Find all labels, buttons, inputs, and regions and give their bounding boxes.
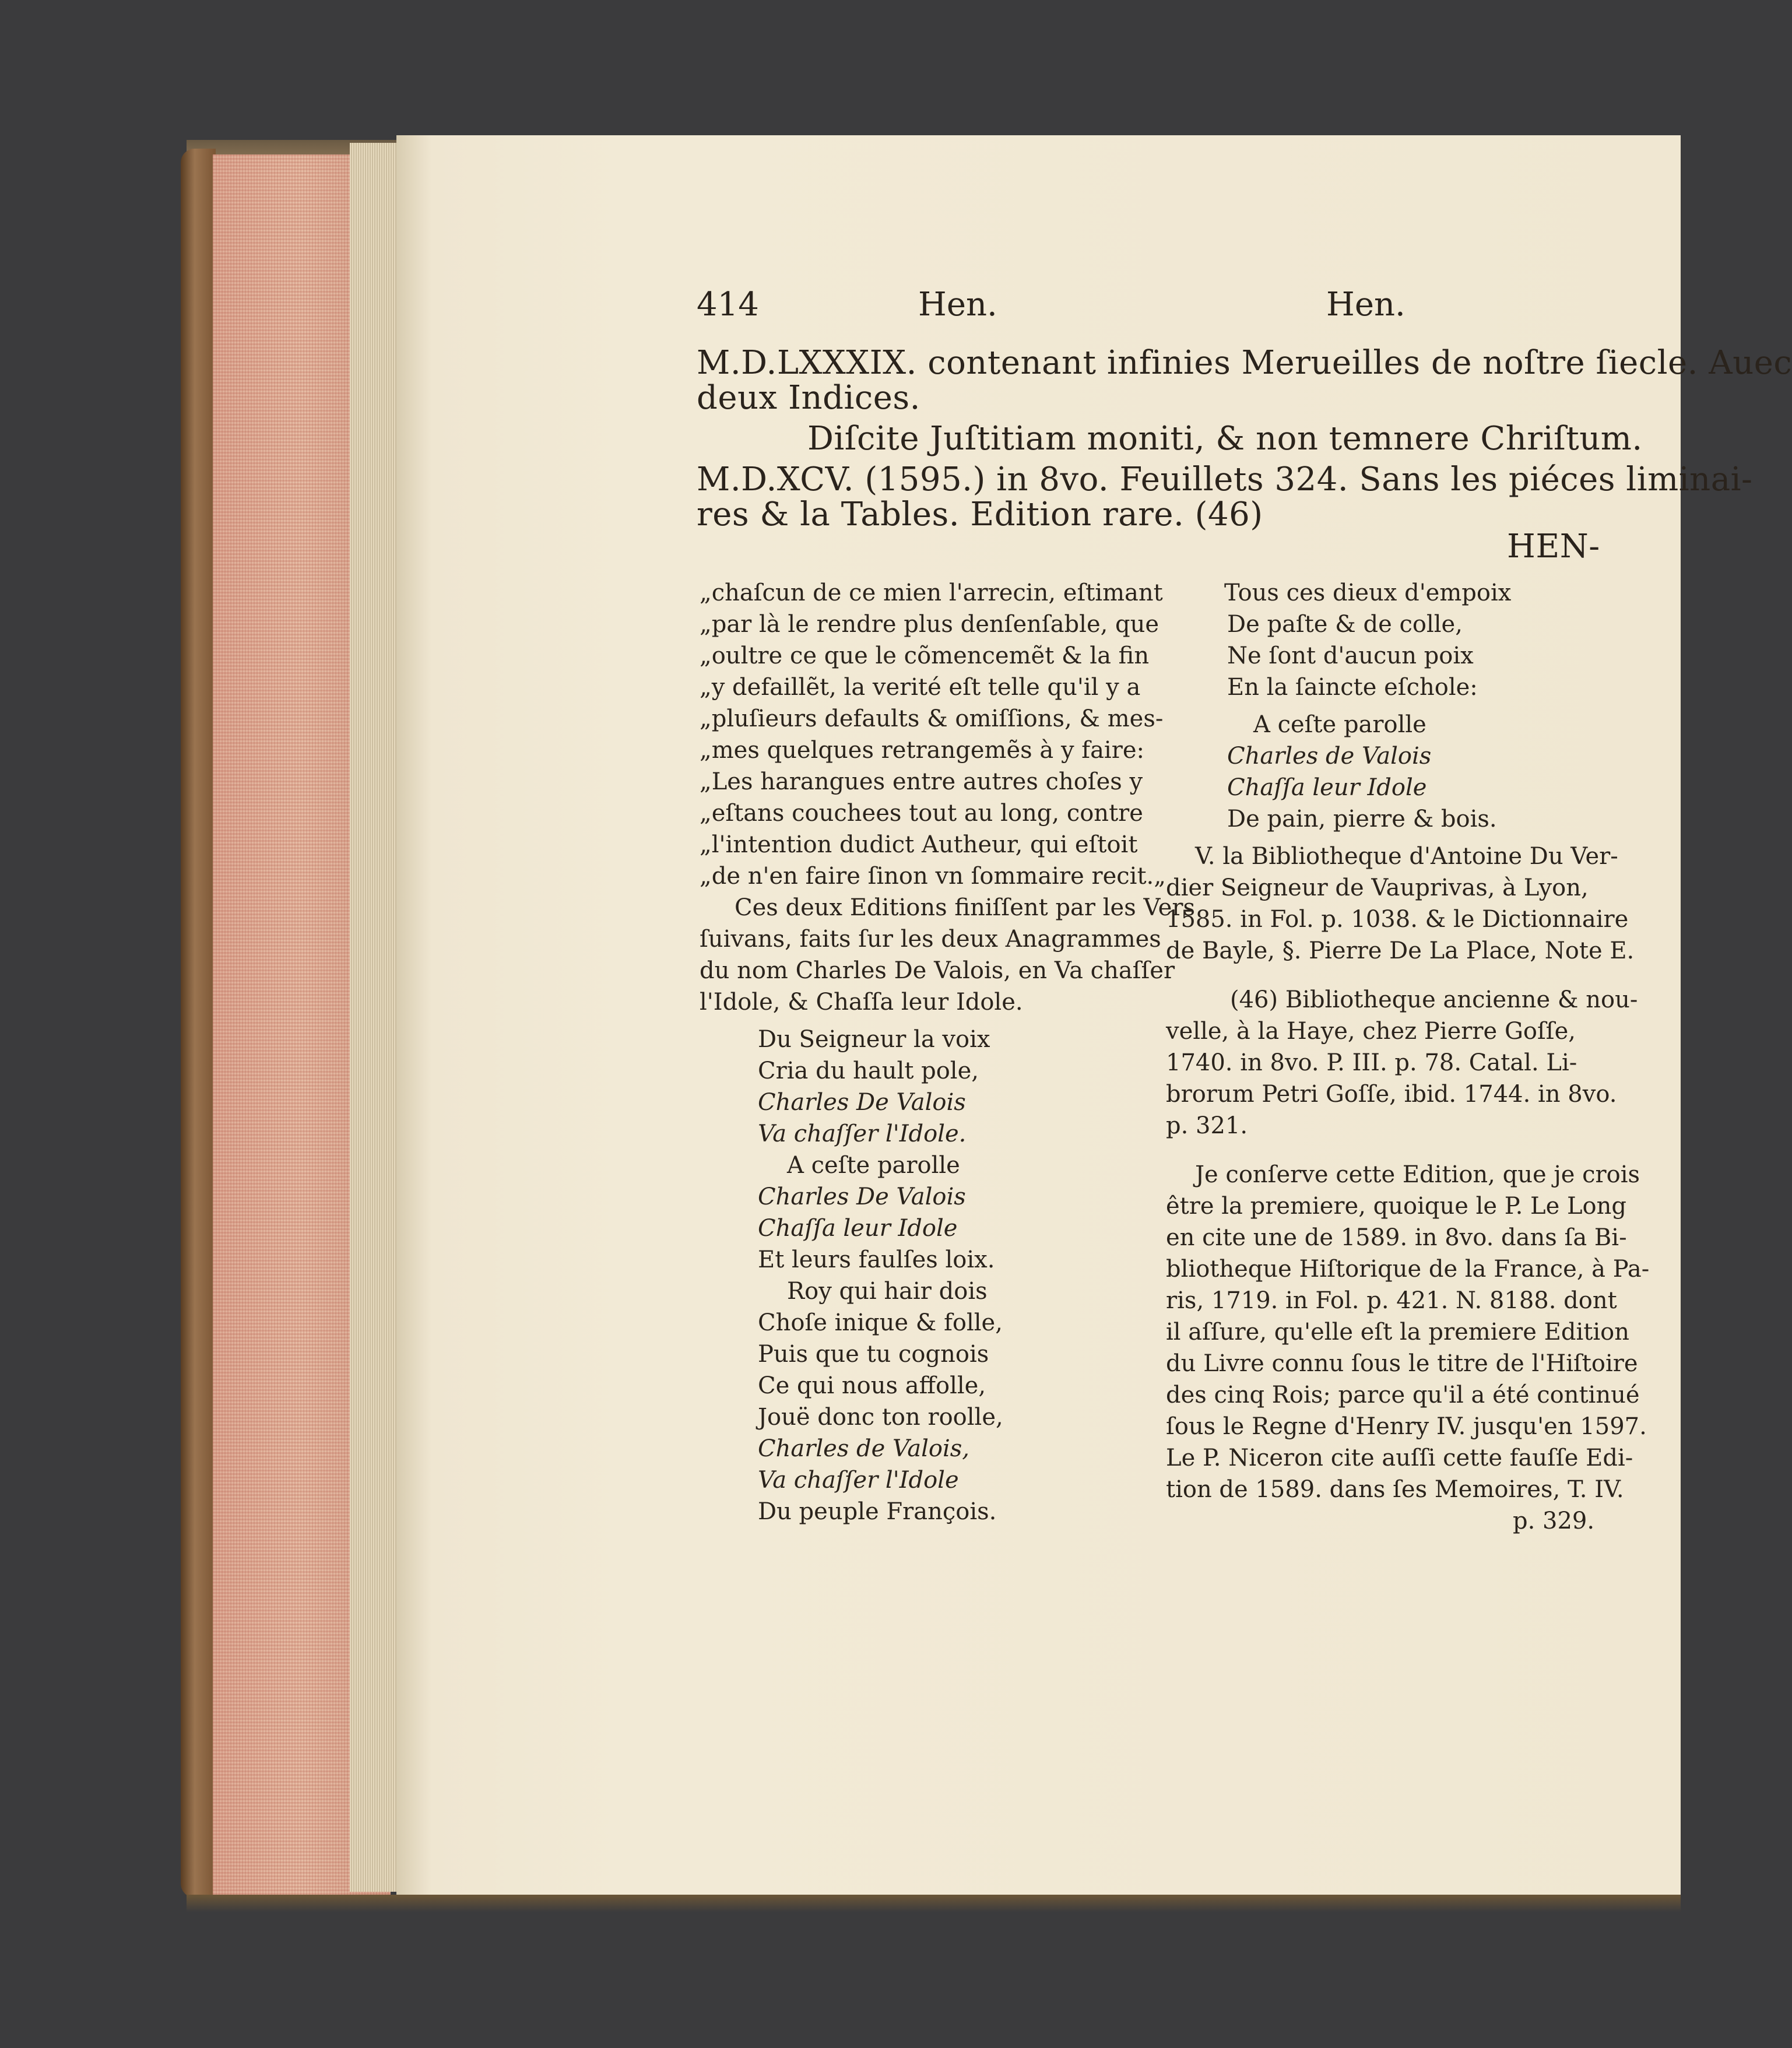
book-spine	[181, 149, 216, 1898]
poem-line: Va chaſſer l'Idole.	[758, 1120, 967, 1147]
main-text-line: M.D.LXXXIX. contenant infinies Merueilles de noſtre ſiecle. Auec	[697, 344, 1792, 382]
right-column-line: en cite une de 1589. in 8vo. dans ſa Bi-	[1166, 1224, 1627, 1251]
left-column-line: „y defaillẽt, la verité eſt telle qu'il y a	[700, 674, 1141, 701]
catchword: HEN-	[1507, 528, 1600, 565]
left-column-line: „par là le rendre plus denſenſable, que	[700, 611, 1159, 638]
right-column-line: ſous le Regne d'Henry IV. jusqu'en 1597.	[1166, 1413, 1647, 1440]
right-column-line: p. 329.	[1513, 1508, 1595, 1534]
right-column-line: (46) Bibliotheque ancienne & nou-	[1230, 986, 1638, 1013]
right-column-line: des cinq Rois; parce qu'il a été continué	[1166, 1382, 1640, 1408]
right-column-line: 1740. in 8vo. P. III. p. 78. Catal. Li-	[1166, 1049, 1577, 1076]
poem-line: Et leurs faulſes loix.	[758, 1246, 995, 1273]
poem-line: A ceſte parolle	[1253, 711, 1426, 738]
poem-line: Jouë donc ton roolle,	[758, 1404, 1003, 1431]
right-column-line: du Livre connu ſous le titre de l'Hiſtoire	[1166, 1350, 1638, 1377]
left-column-line: „chaſcun de ce mien l'arrecin, eſtimant	[700, 579, 1163, 606]
poem-line: Ce qui nous affolle,	[758, 1372, 986, 1399]
poem-line: De paſte & de colle,	[1227, 611, 1463, 638]
page-leaves	[350, 143, 396, 1892]
left-column-line: ſuivans, faits ſur les deux Anagrammes	[700, 926, 1161, 953]
poem-line: Charles De Valois	[758, 1183, 966, 1210]
main-text-line: deux Indices.	[697, 379, 920, 417]
running-head-left: Hen.	[918, 286, 997, 324]
left-column	[700, 577, 1195, 1527]
right-column-line: p. 321.	[1166, 1112, 1248, 1139]
left-column-line: du nom Charles De Valois, en Va chaſſer	[700, 957, 1175, 984]
page-number: 414	[697, 286, 759, 324]
main-text-line: M.D.XCV. (1595.) in 8vo. Feuillets 324. Sans les piéces liminai-	[697, 461, 1753, 498]
left-column-line: „mes quelques retrangemẽs à y faire:	[700, 737, 1144, 764]
poem-line: Va chaſſer l'Idole	[758, 1467, 959, 1494]
right-column-line: Je conſerve cette Edition, que je crois	[1195, 1161, 1640, 1188]
right-column-line: tion de 1589. dans ſes Memoires, T. IV.	[1166, 1476, 1624, 1503]
left-column-line: Ces deux Editions finiſſent par les Vers	[735, 894, 1195, 921]
right-column-line: ris, 1719. in Fol. p. 421. N. 8188. dont	[1166, 1287, 1617, 1314]
main-text-line: res & la Tables. Edition rare. (46)	[697, 496, 1263, 533]
poem-line: Chaſſa leur Idole	[1227, 774, 1427, 801]
running-head-right: Hen.	[1326, 286, 1406, 324]
poem-line: Du Seigneur la voix	[758, 1026, 990, 1053]
right-column-line: de Bayle, §. Pierre De La Place, Note E.	[1166, 937, 1635, 964]
poem-line: Choſe inique & folle,	[758, 1309, 1003, 1336]
poem-line: Charles de Valois,	[758, 1435, 970, 1462]
poem-line: Ne ſont d'aucun poix	[1227, 642, 1474, 669]
poem-line: Chaſſa leur Idole	[758, 1215, 958, 1242]
right-column-line: Le P. Niceron cite auſſi cette fauſſe Edi-	[1166, 1445, 1633, 1471]
left-column-line: „Les harangues entre autres choſes y	[700, 768, 1143, 795]
right-column-line: il aſſure, qu'elle eſt la premiere Edition	[1166, 1319, 1629, 1346]
left-column-line: „oultre ce que le cõmencemẽt & la fin	[700, 642, 1150, 669]
right-column-line: bliotheque Hiſtorique de la France, à Pa-	[1166, 1256, 1650, 1283]
poem-line: Puis que tu cognois	[758, 1341, 989, 1368]
poem-line: De pain, pierre & bois.	[1227, 806, 1497, 832]
poem-line: En la ſaincte eſchole:	[1227, 674, 1478, 701]
right-column-line: 1585. in Fol. p. 1038. & le Dictionnaire	[1166, 906, 1629, 933]
left-column-line: „de n'en faire ſinon vn ſommaire recit.„	[700, 863, 1166, 890]
right-column-line: velle, à la Haye, chez Pierre Goſſe,	[1166, 1018, 1576, 1045]
left-column-line: „l'intention dudict Autheur, qui eſtoit	[700, 831, 1138, 858]
left-column-line: l'Idole, & Chaſſa leur Idole.	[700, 989, 1023, 1016]
left-column-line: „pluſieurs defaults & omiſſions, & mes-	[700, 705, 1164, 732]
poem-line: Tous ces dieux d'empoix	[1224, 579, 1512, 606]
book-bottom-edge	[187, 1895, 1681, 1912]
poem-line: Roy qui hair dois	[787, 1278, 988, 1305]
poem-line: Charles De Valois	[758, 1089, 966, 1116]
right-column-line: dier Seigneur de Vauprivas, à Lyon,	[1166, 874, 1589, 901]
right-column	[1166, 577, 1650, 1537]
poem-line: Du peuple François.	[758, 1498, 997, 1525]
right-column-line: V. la Bibliotheque d'Antoine Du Ver-	[1195, 843, 1618, 870]
right-column-line: brorum Petri Goſſe, ibid. 1744. in 8vo.	[1166, 1081, 1617, 1108]
poem-line: Cria du hault pole,	[758, 1058, 979, 1084]
poem-line: Charles de Valois	[1227, 743, 1432, 770]
poem-line: A ceſte parolle	[787, 1152, 960, 1179]
main-text-line: Diſcite Juſtitiam moniti, & non temnere Chriſtum.	[807, 420, 1643, 458]
right-column-line: être la premiere, quoique le P. Le Long	[1166, 1193, 1626, 1220]
left-column-line: „eſtans couchees tout au long, contre	[700, 800, 1143, 827]
